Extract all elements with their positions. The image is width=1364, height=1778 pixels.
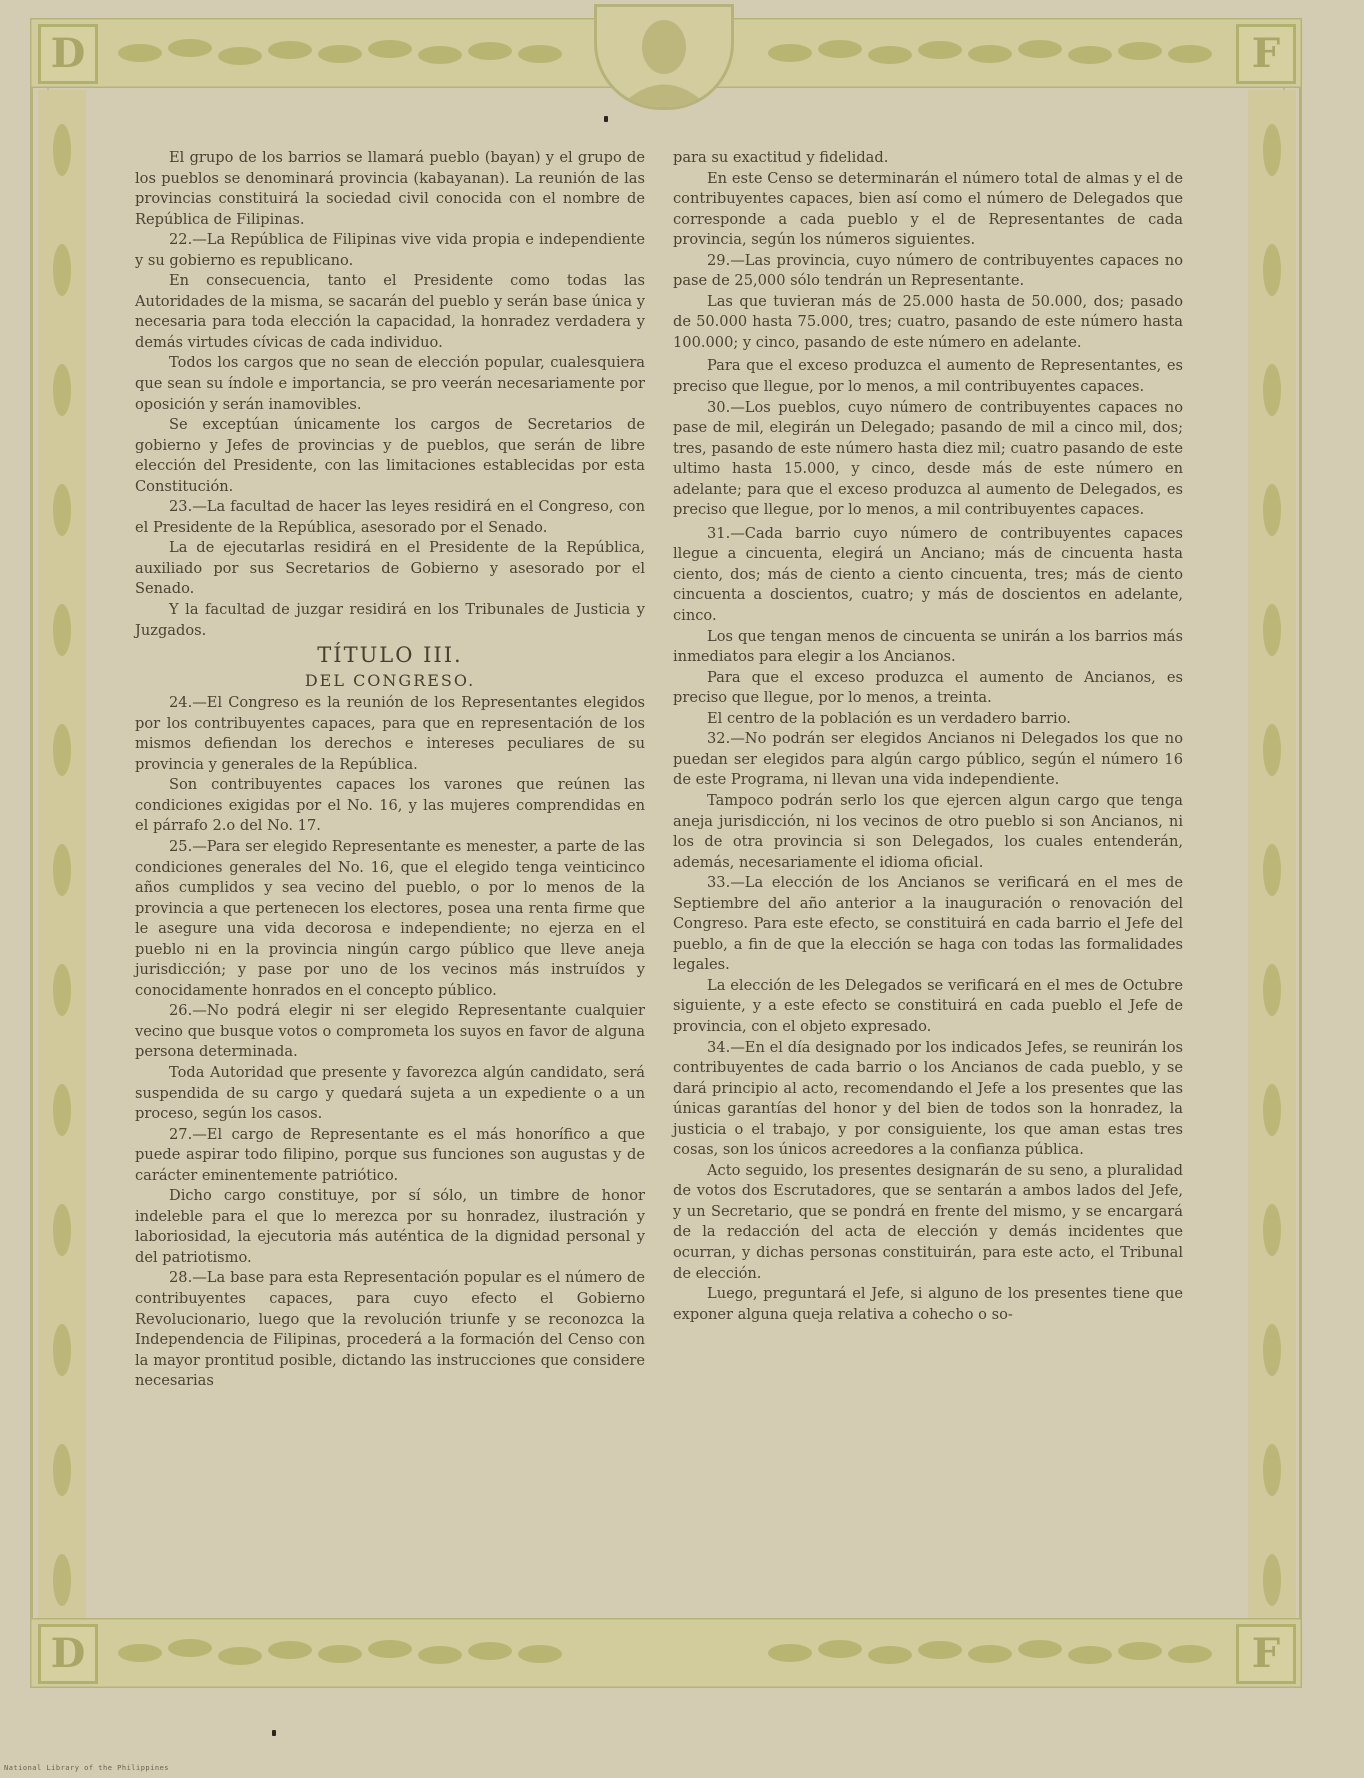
- paragraph: Para que el exceso produzca el aumento de Ancianos, es preciso que llegue, por lo menos, a treinta.: [673, 668, 1183, 707]
- left-laurel-border: [38, 90, 86, 1620]
- paragraph: La de ejecutarlas residirá en el Presidente de la República, auxiliado por sus Secretarios de Gobierno y asesorado por el Senado.: [135, 539, 645, 598]
- paragraph: Para que el exceso produzca el aumento de Representantes, es preciso que llegue, por lo menos, a mil contribuyentes capaces.: [673, 357, 1183, 396]
- article-28: 28.—La base para esta Representación popular es el número de contribuyentes capaces, para cuyo efecto el Gobierno Revolucionario, luego que la revolución triunfe y se reconozca la Independencia de Filipinas, procederá a la formación del Censo con la mayor prontitud posible, dictando las instrucciones que considere necesarias: [135, 1269, 645, 1390]
- bottom-ornament-band: [30, 1618, 1302, 1688]
- article-33: 33.—La elección de los Ancianos se verificará en el mes de Septiembre del año anterior a la inauguración o renovación del Congreso. Para este efecto, se constituirá en cada barrio el Jefe del pueblo, a fin de que la elección se haga con todas las formalidades legales.: [673, 874, 1183, 974]
- paragraph: Los que tengan menos de cincuenta se unirán a los barrios más inmediatos para elegir a los Ancianos.: [673, 627, 1183, 666]
- paragraph: Luego, preguntará el Jefe, si alguno de los presentes tiene que exponer alguna queja relativa a cohecho o so-: [673, 1285, 1183, 1323]
- corner-letter-left: D: [38, 24, 98, 84]
- ink-speck: [272, 1730, 276, 1736]
- article-27: 27.—El cargo de Representante es el más honorífico a que puede aspirar todo filipino, porque sus funciones son augustas y de carácter eminentemente patriótico.: [135, 1125, 645, 1184]
- article-22: 22.—La República de Filipinas vive vida propia e independiente y su gobierno es republicano.: [135, 231, 645, 269]
- article-29: 29.—Las provincia, cuyo número de contribuyentes capaces no pase de 25,000 sólo tendrán un Representante.: [673, 251, 1183, 290]
- paragraph: Y la facultad de juzgar residirá en los Tribunales de Justicia y Juzgados.: [135, 601, 645, 639]
- paragraph: El grupo de los barrios se llamará pueblo (bayan) y el grupo de los pueblos se denominará provincia (kabayanan). La reunión de las provincias constituirá la sociedad civil conocida con el nombre de República de Filipinas.: [135, 149, 645, 228]
- right-laurel-border: [1248, 90, 1296, 1620]
- article-25: 25.—Para ser elegido Representante es menester, a parte de las condiciones generales del No. 16, que el elegido tenga veinticinco años cumplidos y sea vecino del pueblo, o por lo menos de la provincia a que pertenecen los electores, posea una renta firme que le asegure una vida decorosa e independiente; no ejerza en el pueblo ni en la provincia ningún cargo público que lleve aneja jurisdicción; y pase por uno de los vecinos más instruídos y conocidamente honrados en el concepto público.: [135, 837, 645, 999]
- paragraph: En consecuencia, tanto el Presidente como todas las Autoridades de la misma, se sacarán del pueblo y serán base única y necesaria para toda elección la capacidad, la honradez verdadera y demás virtudes cívicas de cada individuo.: [135, 272, 645, 351]
- paragraph: Tampoco podrán serlo los que ejercen algun cargo que tenga aneja jurisdicción, ni los vecinos de otro pueblo si son Ancianos, ni los de otra provincia si son Delegados, los cuales entenderán, además, necesariamente el idioma oficial.: [673, 791, 1183, 871]
- article-30: 30.—Los pueblos, cuyo número de contribuyentes capaces no pase de mil, elegirán un Delegado; pasando de mil a cinco mil, dos; tres, pasando de este número hasta diez mil; cuatro pasando de este ultimo hasta 15.000, y cinco, desde más de este número en adelante; para que el exceso produzca al aumento de Delegados, es preciso que llegue, por lo menos, a mil contribuyentes capaces.: [673, 398, 1183, 519]
- paragraph-continuation: para su exactitud y fidelidad.: [673, 149, 889, 166]
- section-subtitle: DEL CONGRESO.: [304, 671, 476, 691]
- bottom-laurel-ornament: [30, 1618, 1302, 1688]
- paragraph: En este Censo se determinarán el número total de almas y el de contribuyentes capaces, bien así como el número de Delegados que corresponde a cada pueblo y el de Representantes de cada provincia, según los números siguientes.: [673, 169, 1183, 249]
- corner-letter-right-bottom: F: [1236, 1624, 1296, 1684]
- portrait-icon: [597, 7, 731, 107]
- left-text-column: [135, 148, 645, 1392]
- paragraph: Son contribuyentes capaces los varones que reúnen las condiciones exigidas por el No. 16, y las mujeres comprendidas en el párrafo 2.o del No. 17.: [135, 776, 645, 835]
- right-text-column: [673, 148, 1183, 1325]
- paragraph: Todos los cargos que no sean de elección popular, cualesquiera que sean su índole e importancia, se pro veerán necesariamente por oposición y serán inamovibles.: [135, 354, 645, 413]
- corner-letter-left-bottom: D: [38, 1624, 98, 1684]
- paragraph: Toda Autoridad que presente y favorezca algún candidato, será suspendida de su cargo y quedará sujeta a un expediente o a un proceso, según los casos.: [135, 1063, 645, 1123]
- paragraph: Acto seguido, los presentes designarán de su seno, a pluralidad de votos dos Escrutadores, que se sentarán a ambos lados del Jefe, y un Secretario, que se pondrá en frente del mismo, y se encargará de la redacción del acta de elección y demás incidentes que ocurran, y dichas personas constituirán, para este acto, el Tribunal de elección.: [673, 1161, 1183, 1282]
- footer-note: National Library of the Philippines: [4, 1764, 170, 1772]
- ornament-dot: [604, 116, 608, 122]
- article-31: 31.—Cada barrio cuyo número de contribuyentes capaces llegue a cincuenta, elegirá un Anciano; más de cincuenta hasta ciento, dos; más de ciento a ciento cincuenta, tres; más de ciento cincuenta a doscientos, cuatro; y más de doscientos en adelante, cinco.: [673, 524, 1183, 625]
- paragraph: Dicho cargo constituye, por sí sólo, un timbre de honor indeleble para el que lo merezca por su honradez, ilustración y laboriosidad, la ejecutoria más auténtica de la dignidad personal y del patriotismo.: [135, 1187, 645, 1266]
- paragraph: La elección de les Delegados se verificará en el mes de Octubre siguiente, y a este efecto se constituirá en cada pueblo el Jefe de provincia, con el objeto expresado.: [673, 976, 1183, 1035]
- paragraph: Las que tuvieran más de 25.000 hasta de 50.000, dos; pasado de 50.000 hasta 75.000, tres; cuatro, pasando de este número hasta 100.000; y cinco, pasando de este número en adelante.: [673, 292, 1183, 351]
- section-title: TÍTULO III.: [317, 643, 463, 668]
- left-laurel-ornament: [38, 90, 86, 1620]
- article-32: 32.—No podrán ser elegidos Ancianos ni Delegados los que no puedan ser elegidos para algún cargo público, según el número 16 de este Programa, ni llevan una vida independiente.: [673, 730, 1183, 789]
- right-laurel-ornament: [1248, 90, 1296, 1620]
- paragraph: El centro de la población es un verdadero barrio.: [707, 709, 1071, 727]
- paragraph: Se exceptúan únicamente los cargos de Secretarios de gobierno y Jefes de provincias y de pueblos, que serán de libre elección del Presidente, con las limitaciones establecidas por esta Constitución.: [135, 416, 645, 495]
- article-34: 34.—En el día designado por los indicados Jefes, se reunirán los contribuyentes de cada barrio o los Ancianos de cada pueblo, y se dará principio al acto, recomendando el Jefe a los presentes que las únicas garantías del honor y del bien de todos son la honradez, la justicia o el trabajo, y por consiguiente, los que aman estas tres cosas, son los únicos acreedores a la confianza pública.: [673, 1038, 1183, 1159]
- article-26: 26.—No podrá elegir ni ser elegido Representante cualquier vecino que busque votos o comprometa los suyos en favor de alguna persona determinada.: [135, 1002, 645, 1061]
- article-24: 24.—El Congreso es la reunión de los Representantes elegidos por los contribuyentes capaces, para que en representación de los mismos defiendan los derechos e intereses peculiares de su provincia y generales de la República.: [135, 694, 645, 773]
- article-23: 23.—La facultad de hacer las leyes residirá en el Congreso, con el Presidente de la República, asesorado por el Senado.: [135, 498, 645, 536]
- corner-letter-right: F: [1236, 24, 1296, 84]
